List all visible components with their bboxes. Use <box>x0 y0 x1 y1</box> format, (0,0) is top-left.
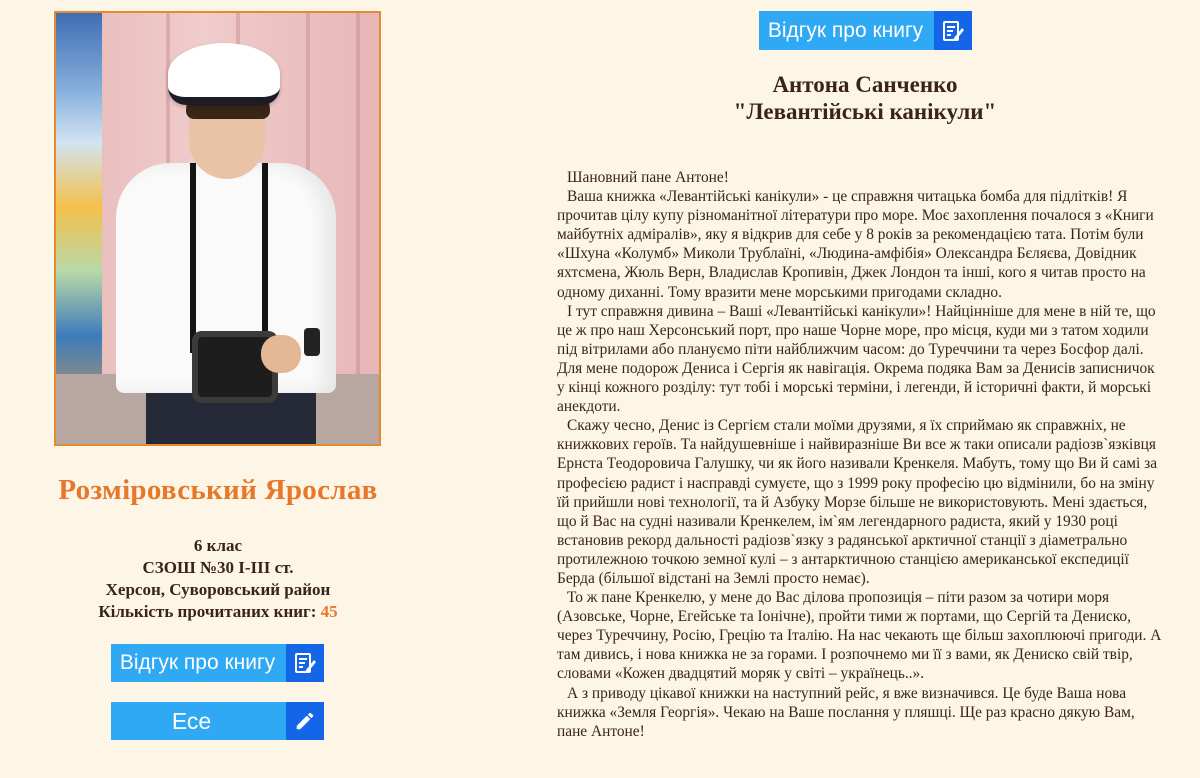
book-heading <box>595 71 1135 125</box>
student-school: СЗОШ №30 І-ІІІ ст. <box>142 558 294 577</box>
book-author: Антона Санченко <box>772 72 958 97</box>
review-letter <box>557 168 1162 741</box>
books-read <box>0 601 436 623</box>
pencil-icon <box>286 702 324 740</box>
essay-button-label: Есе <box>171 707 212 734</box>
student-info <box>0 535 436 623</box>
review-book-button[interactable] <box>111 644 324 682</box>
sailor-cap <box>168 43 280 105</box>
review-book-button-label: Відгук про книгу <box>767 18 924 42</box>
letter-paragraph: Ваша книжка «Левантійські канікули» - це справжня читацька бомба для підлітків! Я прочитав цілу купу різноманітної літератури про море. Моє захоплення почалося з «Книги майбутніх адміралів», яку я відкрив для себе у 8 років за рекомендацією тата. Потім були «Шхуна «Колумб» Миколи Трублаїні, «Людина-амфібія» Олександра Бєляєва, Довідник яхтсмена, Жюль Верн, Владислав Кропивін, Джек Лондон та інші, кого я читав просто на одному диханні. Тому вразити мене морськими пригодами складно. <box>557 188 1154 301</box>
edit-note-icon <box>934 11 972 50</box>
letter-paragraph: Шановний пане Антоне! <box>567 169 729 186</box>
student-photo <box>54 11 381 446</box>
review-book-button-top[interactable] <box>759 11 972 50</box>
edit-note-icon <box>286 644 324 682</box>
binocular-strap <box>262 163 268 353</box>
letter-paragraph: То ж пане Кренкелю, у мене до Вас ділова пропозиція – піти разом за чотири моря (Азовське, Чорне, Егейське та Іонічне), пройти тими ж портами, що Сергій та Дениско, через Туреччину, Росію, Грецію та Італію. На нас чекають ще більш захоплюючі пригоди. А там дивись, і нова книжка не за горами. І розпочнемо ми її з вами, як Дениско свій твір, словами «Кожен двадцятий моряк у світі – українець..». <box>557 589 1162 683</box>
boy-hand <box>261 335 301 373</box>
binocular-strap <box>190 163 196 353</box>
wristwatch <box>304 328 320 356</box>
essay-button[interactable] <box>111 702 324 740</box>
books-read-label: Кількість прочитаних книг: <box>98 602 317 621</box>
review-book-button-label: Відгук про книгу <box>119 651 276 674</box>
student-city: Херсон, Суворовський район <box>105 580 331 599</box>
books-read-count: 45 <box>320 602 338 621</box>
student-grade: 6 клас <box>193 536 243 555</box>
letter-paragraph: А з приводу цікавої книжки на наступний рейс, я вже визначився. Це буде Ваша нова книжка «Земля Георгія». Чекаю на Ваше послання у пляшці. Ще раз красно дякую Вам, пане Антоне! <box>557 684 1135 740</box>
letter-paragraph: Скажу чесно, Денис із Сергієм стали моїми друзями, я їх сприймаю як справжніх, не книжкових героїв. Та найдушевніше і найвиразніше Ви все ж таки описали радіозв`язківця Ернста Теодоровича Галушку, чи як його називали Кренкеля. Мабуть, тому що Ви й самі за професією радист і насправді сумуєте, що з 1999 року професію цю відмінили, бо на зміну їй прийшли нові технології, та й Азбуку Морзе більше не використовують. Мені здається, що й Вас на судні називали Кренкелем, ім`ям легендарного радиста, який у 1930 році встановив рекорд дальності радіозв`язку з радянської арктичної станції з діаметрально протилежною точкою земної кулі – з антарктичною станцією американської експедиції Берда (більшої відстані на Землі просто немає). <box>557 417 1158 587</box>
letter-paragraph: І тут справжня дивина – Ваші «Левантійські канікули»! Найцінніше для мене в ній те, що це ж про наш Херсонський порт, про наше Чорне море, про місця, куди ми з татом ходили під вітрилами або плануємо піти найближчим часом: до Туреччини та через Босфор далі. Для мене подорож Дениса і Сергія як навігація. Окрема подяка Вам за Денисів записничок у кінці кожного розділу: тут тобі і морські терміни, і легенди, й історичні факти, й морські анекдоти. <box>557 302 1156 416</box>
book-title: "Левантійські канікули" <box>733 99 997 124</box>
student-name: Розміровський Ярослав <box>58 474 378 506</box>
